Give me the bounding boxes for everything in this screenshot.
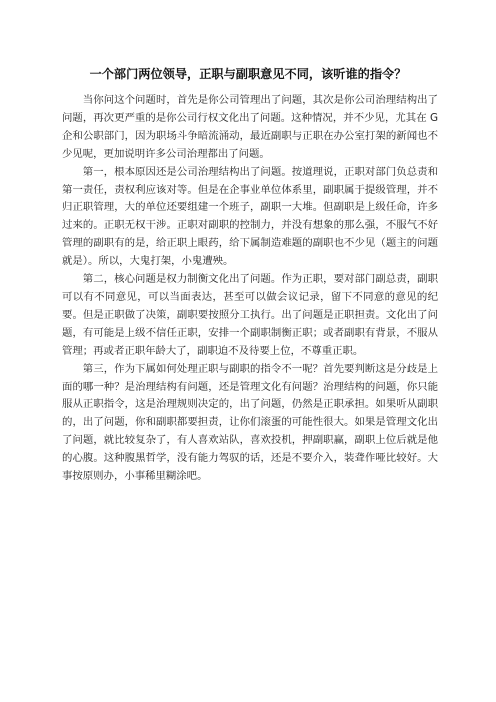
paragraph-intro: 当你问这个问题时，首先是你公司管理出了问题，其次是你公司治理结构出了问题，再次更严重的是你公司行权文化出了问题。这种情况，并不少见，尤其在 G 企和公职部门，因为职场斗争暗流涌动，最近副职与正职在办公室打架的新闻也不少见呢，更加说明许多公司治理都出了问题。	[62, 94, 438, 160]
paragraph-first-point: 第一，根本原因还是公司治理结构出了问题。按道理说，正职对部门负总责和第一责任，责权利应该对等。但是在企事业单位体系里，副职属于提级管理，并不归正职管理，大的单位还要组建一个班子，副职一大堆。但副职是上级任命，许多过来的。正职无权干涉。正职对副职的控制力，并没有想象的那么强，不服气不好管理的副职有的是，给正职上眼药，给下属制造难题的副职也不少见（题主的问题就是）。所以，大鬼打架，小鬼遭殃。	[62, 165, 438, 268]
paragraph-second-point: 第二，核心问题是权力制衡文化出了问题。作为正职，要对部门副总责，副职可以有不同意见，可以当面表达，甚至可以做会议记录，留下不同意的意见的纪要。但是正职做了决策，副职要按照分工执行。出了问题是正职担责。文化出了问题，有可能是上级不信任正职，安排一个副职制衡正职；或者副职有背景，不服从管理；再或者正职年龄大了，副职迫不及待要上位，不尊重正职。	[62, 273, 438, 357]
paragraph-third-point: 第三，作为下属如何处理正职与副职的指令不一呢？首先要判断这是分歧是上面的哪一种？是治理结构有问题，还是管理文化有问题？治理结构的问题，你只能服从正职指令，这是治理规则决定的，出了问题，仍然是正职承担。如果听从副职的，出了问题，你和副职都要担责，让你们滚蛋的可能性很大。如果是管理文化出了问题，就比较复杂了，有人喜欢站队，喜欢投机，押副职赢，副职上位后就是他的心腹。这种腹黑哲学，没有能力驾驭的话，还是不要介入，装聋作哑比较好。大事按原则办，小事稀里糊涂吧。	[62, 362, 438, 483]
document-body	[62, 92, 438, 486]
document-title: 一个部门两位领导，正职与副职意见不同，该听谁的指令？	[89, 67, 407, 81]
